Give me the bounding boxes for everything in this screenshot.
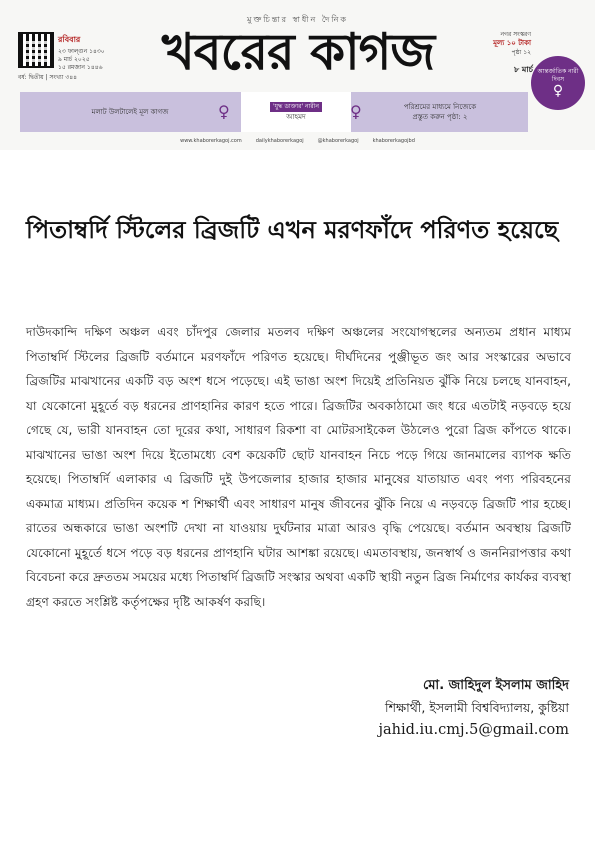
female-symbol-icon: ♀ <box>350 102 362 121</box>
social-link-facebook: dailykhaborerkagoj <box>255 138 304 144</box>
masthead-date-gregorian: ৯ মার্চ ২০২৫ <box>58 56 90 63</box>
banner-feature <box>240 92 352 132</box>
author-affiliation: শিক্ষার্থী, ইসলামী বিশ্ববিদ্যালয়, কুষ্টিয়া <box>385 700 569 715</box>
womens-day-date: ৮ মার্চ <box>513 65 533 74</box>
promo-banner <box>20 92 528 132</box>
banner-right-text <box>352 102 528 122</box>
masthead-price: মূল্য ১০ টাকা <box>493 39 531 47</box>
social-link-twitter: @khaborerkagoj <box>317 138 359 144</box>
masthead-day: রবিবার <box>58 35 81 44</box>
article-headline: পিতাম্বর্দি স্টিলের ব্রিজটি এখন মরণফাঁদে পরিণত হয়েছে <box>26 216 559 244</box>
masthead-edition: নগর সংস্করণ <box>500 31 531 38</box>
newspaper-title: খবরের কাগজ <box>161 23 435 81</box>
masthead-date-bangla: ২৩ ফাল্গুন ১৪৩০ <box>58 48 105 55</box>
female-symbol-icon: ♀ <box>552 83 564 99</box>
article-body: দাউদকান্দি দক্ষিণ অঞ্চল এবং চাঁদপুর জেলার মতলব দক্ষিণ অঞ্চলের সংযোগস্থলের অন্যতম প্রধান মাধ্যম পিতাম্বর্দি স্টিলের ব্রিজটি বর্তমানে মরণফাঁদে পরিণত হয়েছে। দীর্ঘদিনের পুঞ্জীভূত জং আর সংস্কারের অভাবে ব্রিজটির মাঝখানের একটি বড় অংশ ধসে পড়েছে। এই ভাঙা অংশ দিয়েই প্রতিনিয়ত ঝুঁকি নিয়ে চলছে যানবাহন, যা যেকোনো মুহূর্তে বড় ধরনের প্রাণহানির কারণ হতে পারে। ব্রিজটির অবকাঠামো জং ধরে এতটাই নড়বড়ে হয়ে গেছে যে, ভারী যানবাহন তো দূরের কথা, সাধারণ রিকশা বা মোটরসাইকেল উঠলেও পুরো ব্রিজ কাঁপতে থাকে। মাঝখানের ভাঙা অংশ দিয়ে ইতোমধ্যে বেশ কয়েকটি ছোট যানবাহন নিচে পড়ে গিয়ে জানমালের ব্যাপক ক্ষতি হয়েছে। পিতাম্বর্দি এলাকার এ ব্রিজটি দুই উপজেলার হাজার হাজার মানুষের যাতায়াত এবং পণ্য পরিবহনের একমাত্র মাধ্যম। প্রতিদিন কয়েক শ শিক্ষার্থী এবং সাধারণ মানুষ জীবনের ঝুঁকি নিয়ে এ নড়বড়ে ব্রিজটি পার হচ্ছে। রাতের অন্ধকারে ভাঙা অংশটি দেখা না যাওয়ায় দুর্ঘটনার মাত্রা আরও বৃদ্ধি পেয়েছে। বর্তমান অবস্থায় ব্রিজটি যেকোনো মুহূর্তে ধসে পড়ে বড় ধরনের প্রাণহানি ঘটার আশঙ্কা রয়েছে। এমতাবস্থায়, জনস্বার্থ ও জননিরাপত্তার কথা বিবেচনা করে দ্রুততম সময়ের মধ্যে পিতাম্বর্দি ব্রিজটি সংস্কার অথবা একটি স্থায়ী নতুন ব্রিজ নির্মাণের কার্যকর ব্যবস্থা গ্রহণ করতে সংশ্লিষ্ট কর্তৃপক্ষের দৃষ্টি আকর্ষণ করছি। <box>26 325 571 609</box>
banner-feature-name: আহমদ <box>286 113 306 121</box>
masthead-date-hijri: ১৫ রমজান ১৪৪৬ <box>58 64 103 71</box>
womens-day-label: আন্তর্জাতিক নারী দিবস <box>537 68 579 83</box>
social-link-website: www.khaborerkagoj.com <box>180 138 242 144</box>
banner-feature-tag: 'যুদ্ধ ডাক্তার' নারীন <box>270 102 322 112</box>
social-links <box>0 138 595 144</box>
banner-left-text: মলাট উলটালেই মূল কাগজ <box>91 108 169 116</box>
social-link-youtube: khaborerkagojbd <box>372 138 415 144</box>
author-email: jahid.iu.cmj.5@gmail.com <box>378 722 569 738</box>
newspaper-masthead <box>0 0 595 150</box>
masthead-pages: পৃষ্ঠা ১২ <box>511 49 531 56</box>
masthead-tagline: মুক্তচিন্তার স্বাধীন দৈনিক <box>247 15 348 24</box>
female-symbol-icon: ♀ <box>218 102 230 121</box>
womens-day-badge <box>531 56 585 110</box>
banner-right-line-2: প্রস্তুত করুন পৃষ্ঠা: ২ <box>412 113 468 121</box>
masthead-issue: বর্ষ: দ্বিতীয় | সংখ্যা ৩৪৪ <box>18 74 78 81</box>
banner-right-line-1: পরিশ্রমের মাধ্যমে নিজেকে <box>403 103 477 111</box>
masthead-meta <box>493 30 531 57</box>
author-name: মো. জাহিদুল ইসলাম জাহিদ <box>422 678 569 693</box>
qr-code-icon <box>20 34 52 66</box>
